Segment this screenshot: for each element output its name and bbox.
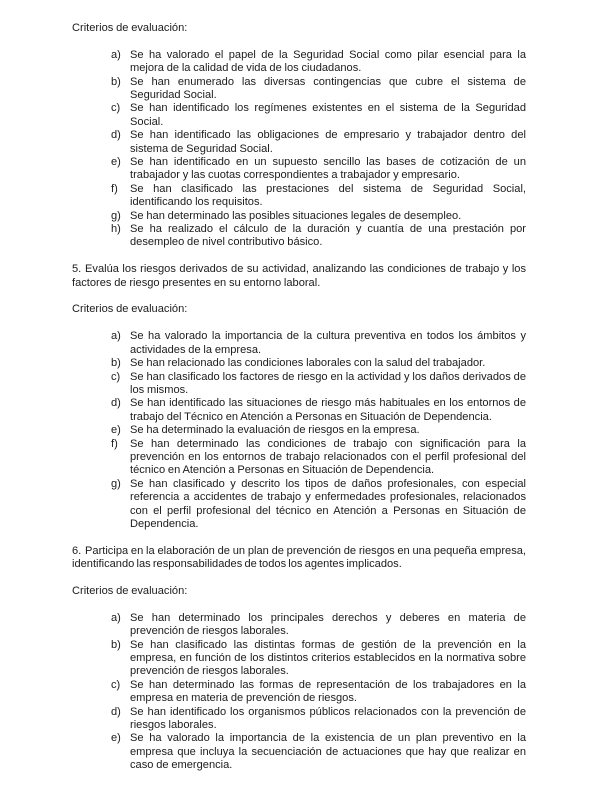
list-item: [72, 183, 526, 210]
list-item: [72, 156, 526, 183]
list-item: [72, 612, 526, 639]
criteria-heading-3: Criterios de evaluación:: [72, 584, 188, 597]
item-text: Se han determinado las formas de representación de los trabajadores en la empresa en materia de prevención de riesgos.: [130, 678, 526, 705]
list-item: [72, 357, 526, 370]
item-text: Se ha valorado la importancia de la existencia de un plan preventivo en la empresa que incluya la secuenciación de actuaciones que hay que realizar en caso de emergencia.: [130, 732, 526, 772]
item-text: Se ha determinado la evaluación de riesgos en la empresa.: [130, 424, 420, 437]
document-content: [72, 22, 526, 773]
item-marker: c): [111, 370, 121, 383]
item-text: Se han identificado los regímenes existentes en el sistema de la Seguridad Social.: [130, 102, 526, 128]
list-item: [72, 706, 526, 733]
item-text: Se han clasificado los factores de riesgo en la actividad y los daños derivados de los mismos.: [130, 370, 526, 396]
list-item: [72, 129, 526, 156]
item-text: Se han clasificado y descrito los tipos de daños profesionales, con especial referencia a accidentes de trabajo y enfermedades profesionales, relacionados con el perfil profesional del técnico en Atención a Personas en Situación de Dependencia.: [130, 477, 526, 530]
list-item: [72, 679, 526, 706]
list-item: [72, 76, 526, 103]
item-text: Se ha valorado el papel de la Seguridad Social como pilar esencial para la mejora de la calidad de vida de los ciudadanos.: [130, 48, 526, 75]
item-marker: a): [111, 48, 121, 61]
criteria-list-2: [72, 330, 526, 531]
item-marker: e): [111, 732, 121, 745]
list-item: [72, 478, 526, 532]
numbered-paragraph-5: [72, 263, 526, 290]
item-text: Se han clasificado las distintas formas de gestión de la prevención en la empresa, en función de los distintos criterios establecidos en la normativa sobre prevención de riesgos laborales.: [130, 638, 526, 678]
criteria-heading-1: Criterios de evaluación:: [72, 22, 188, 34]
item-text: Se han identificado las obligaciones de empresario y trabajador dentro del sistema de Seguridad Social.: [130, 129, 526, 155]
list-item: [72, 102, 526, 129]
list-item: [72, 639, 526, 679]
item-marker: h): [111, 223, 121, 236]
list-item: [72, 424, 526, 437]
item-text: Se han enumerado las diversas contingencias que cubre el sistema de Seguridad Social.: [130, 75, 526, 102]
list-item: [72, 223, 526, 250]
item-marker: e): [111, 424, 121, 437]
item-text: Se ha realizado el cálculo de la duración y cuantía de una prestación por desempleo de nivel contributivo básico.: [130, 223, 526, 249]
list-item: [72, 330, 526, 357]
paragraph-number: 5.: [72, 263, 82, 276]
paragraph-text: Evalúa los riesgos derivados de su actividad, analizando las condiciones de trabajo y los factores de riesgo presentes en su entorno laboral.: [72, 263, 526, 289]
item-marker: d): [111, 397, 121, 410]
numbered-paragraph-6: [72, 545, 526, 572]
item-text: Se ha valorado la importancia de la cultura preventiva en todos los ámbitos y actividades de la empresa.: [130, 330, 526, 356]
item-marker: d): [111, 705, 121, 718]
item-marker: a): [111, 330, 121, 343]
item-text: Se han determinado las condiciones de trabajo con significación para la prevención en los entornos de trabajo relacionados con el perfil profesional del técnico en Atención a Personas en Situación de Dependencia.: [130, 437, 526, 477]
item-marker: d): [111, 129, 121, 142]
item-marker: a): [111, 611, 121, 624]
item-text: Se han relacionado las condiciones laborales con la salud del trabajador.: [130, 357, 486, 370]
list-item: [72, 732, 526, 772]
criteria-list-3: [72, 612, 526, 773]
list-item: [72, 397, 526, 424]
item-marker: b): [111, 638, 121, 651]
item-marker: f): [111, 437, 118, 450]
item-marker: c): [111, 102, 121, 115]
item-text: Se han clasificado las prestaciones del sistema de Seguridad Social, identificando los requisitos.: [130, 182, 526, 209]
item-text: Se han identificado los organismos públicos relacionados con la prevención de riesgos laborales.: [130, 705, 526, 732]
item-marker: b): [111, 75, 121, 88]
item-marker: c): [111, 678, 121, 691]
criteria-heading-2: Criterios de evaluación:: [72, 303, 188, 316]
item-text: Se han identificado en un supuesto sencillo las bases de cotización de un trabajador y las cuotas correspondientes a trabajador y empresario.: [130, 156, 526, 182]
paragraph-number: 6.: [72, 544, 82, 557]
item-marker: g): [111, 477, 121, 490]
item-text: Se han identificado las situaciones de riesgo más habituales en los entornos de trabajo del Técnico en Atención a Personas en Situación de Dependencia.: [130, 397, 526, 423]
list-item: [72, 210, 526, 223]
item-marker: g): [111, 209, 121, 222]
list-item: [72, 371, 526, 398]
item-text: Se han determinado los principales derechos y deberes en materia de prevención de riesgos laborales.: [130, 611, 526, 638]
list-item: [72, 438, 526, 478]
list-item: [72, 49, 526, 76]
item-text: Se han determinado las posibles situaciones legales de desempleo.: [130, 209, 462, 222]
paragraph-text: Participa en la elaboración de un plan de prevención de riesgos en una pequeña empresa, identificando las responsabilidades de todos los agentes implicados.: [72, 544, 526, 571]
criteria-list-1: [72, 49, 526, 250]
item-marker: e): [111, 156, 121, 169]
item-marker: f): [111, 182, 118, 195]
item-marker: b): [111, 357, 121, 370]
